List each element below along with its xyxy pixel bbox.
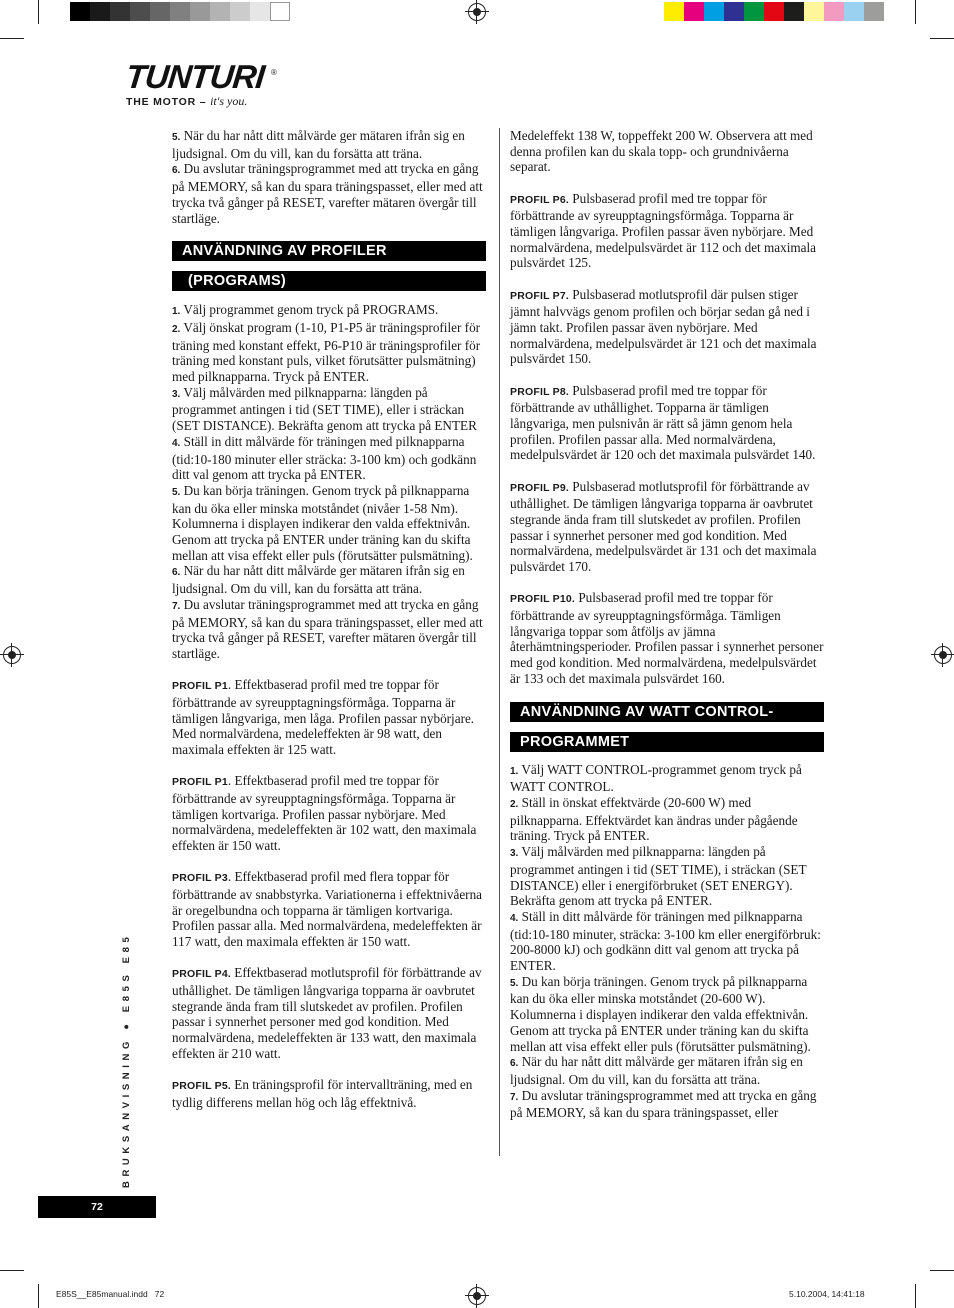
step-paragraph (510, 795, 824, 844)
grayscale-swatch (70, 2, 90, 21)
profile-paragraph (172, 677, 486, 758)
profile-paragraph (510, 479, 824, 575)
paragraph-text: Välj WATT CONTROL-programmet genom tryck på WATT CONTROL. (510, 761, 802, 795)
registration-mark-icon (934, 646, 952, 664)
profile-paragraph (172, 869, 486, 950)
grayscale-swatch (110, 2, 130, 21)
grayscale-swatch (190, 2, 210, 21)
paragraph-text: Du avslutar träningsprogrammet med att trycka en gång på MEMORY, så kan du spara träningspasset, eller (510, 1087, 817, 1121)
profile-paragraph (510, 590, 824, 686)
registration-mark-icon (468, 1287, 486, 1305)
watt-steps (510, 762, 824, 1121)
grayscale-swatch (230, 2, 250, 21)
paragraph-text: Pulsbaserad profil med tre toppar för förbättrande av syreupptagningsförmåga. Tämligen långvariga toppar som åtföljs av jämna återhämtningsperioder. Profilen passar i synnerhet personer med god kondition. Med normalvärdena, medelpulsvärdet är 133 och det maximala pulsvärdet 160. (510, 590, 824, 686)
crop-mark (915, 0, 916, 24)
step-number: 3. (510, 848, 519, 860)
step-number: 2. (172, 323, 181, 335)
profile-steps (172, 302, 486, 661)
paragraph-text: Ställ in ditt målvärde för träningen med pilknapparna (tid:10-180 minuter, sträcka: 3-100 km eller energiförbruk: 200-8000 kJ) och godkänn ditt val genom att trycka på ENTER. (510, 908, 821, 974)
step-number: 5. (172, 486, 181, 498)
section-heading-profiles (172, 241, 486, 291)
step-paragraph (510, 762, 824, 795)
step-number: 6. (172, 165, 181, 177)
paragraph-text: . Effektbaserad profil med tre toppar för förbättrande av syreupptagningsförmåga. Topparna är tämligen långvariga, men låga. Profilen passar nybörjare. Med normalvärdena, medeleffekten är 98 watt, den maximala effekten är 125 watt. (172, 677, 475, 757)
process-color-swatch (664, 2, 684, 21)
step-paragraph (510, 1054, 824, 1087)
crop-mark (930, 1270, 954, 1271)
intro-paragraph: Medeleffekt 138 W, toppeffekt 200 W. Observera att med denna profilen kan du skala topp- och grundnivåerna separat. (510, 128, 813, 175)
paragraph-text: Du kan börja träningen. Genom tryck på pilknapparna kan du öka eller minska motståndet (20-600 W). Kolumnerna i displayen indikerar den valda effektnivån. Genom att trycka på ENTER under träning kan du skifta mellan att visa effekt eller puls (förutsätter pulsmätning). (510, 973, 811, 1054)
heading-bar: PROGRAMMET (510, 732, 824, 752)
profile-label: PROFIL P9. (510, 481, 569, 494)
step-paragraph (510, 974, 824, 1055)
paragraph-text: Pulsbaserad motlutsprofil där pulsen stiger jämnt halvvägs genom profilen och börjar sedan gå ned i jämn takt. Profilen passar även nybörjare. Med normalvärdena, medelpulsvärdet är 121 och det maximala pulsvärdet 150. (510, 286, 817, 367)
profile-descriptions (510, 191, 824, 687)
paragraph-text: Välj önskat program (1-10, P1-P5 är träningsprofiler för träning med konstant effekt, P6-P10 är träningsprofiler för träning med konstant puls, vilket förutsätter pulsmätning) med pilknapparna. Tryck på ENTER. (172, 319, 481, 385)
grayscale-swatch (210, 2, 230, 21)
profile-paragraph (172, 1077, 486, 1110)
grayscale-swatch (170, 2, 190, 21)
profile-label: PROFIL P1 (172, 776, 228, 789)
paragraph-text: Pulsbaserad profil med tre toppar för förbättrande av syreupptagningsförmåga. Topparna är tämligen långvariga. Profilen passar även nybörjare. Med normalvärdena, medelpulsvärdet är 112 och det maximala pulsvärdet 125. (510, 190, 817, 271)
paragraph-text: . Effektbaserad profil med tre toppar för förbättrande av syreupptagningsförmåga. Topparna är tämligen kortvariga. Profilen passar nybörjare. Med normalvärdena, medeleffekten är 102 watt, den maximala effekten är 150 watt. (172, 773, 477, 854)
step-number: 5. (172, 132, 181, 143)
process-color-swatch (744, 2, 764, 21)
profile-paragraph (172, 773, 486, 854)
crop-mark (915, 1284, 916, 1308)
paragraph-text: Effektbaserad motlutsprofil för förbättrande av uthållighet. De tämligen långvariga topparna är oavbrutet stegrande ända fram till slutskedet av profilen. Profilen passar i synnerhet personer med god kondition. Med normalvärdena, medeleffekten är 133 watt, den maximala effekten är 210 watt. (172, 965, 482, 1061)
grayscale-swatch (250, 2, 270, 21)
step-paragraph (172, 302, 486, 320)
footer-timestamp: 5.10.2004, 14:41:18 (789, 1289, 865, 1299)
paragraph-text: Ställ in ditt målvärde för träningen med pilknapparna (tid:10-180 minuter eller sträcka: 3-100 km) och godkänn ditt val genom att trycka på ENTER. (172, 433, 477, 483)
profile-label: PROFIL P10. (510, 593, 576, 606)
step-paragraph (172, 563, 486, 596)
registration-mark-icon (3, 646, 21, 664)
process-color-swatch (764, 2, 784, 21)
paragraph-text: Ställ in önskat effektvärde (20-600 W) med pilknapparna. Effektvärdet kan ändras under pågående träning. Tryck på ENTER. (510, 795, 798, 844)
step-number: 3. (172, 388, 181, 400)
profile-descriptions (172, 677, 486, 1110)
heading-bar: ANVÄNDNING AV WATT CONTROL- (510, 702, 824, 722)
crop-mark (38, 0, 39, 24)
side-label: BRUKSANVISNING ● E85S E85 (121, 932, 132, 1188)
process-color-swatch (704, 2, 724, 21)
crop-mark (0, 1270, 24, 1271)
paragraph-text: En träningsprofil för intervallträning, med en tydlig differens mellan hög och låg effektnivå. (172, 1076, 473, 1110)
page-number: 72 (38, 1196, 156, 1218)
tagline-script: it's you. (210, 94, 248, 108)
step-paragraph (172, 128, 486, 161)
logo-wordmark: TUNTURI (124, 58, 266, 95)
step-number: 1. (510, 765, 519, 777)
crop-mark (0, 38, 24, 39)
paragraph-text: Du avslutar träningsprogrammet med att trycka en gång på MEMORY, så kan du spara träningspasset, eller med att trycka två gånger på RESET, varefter mätaren övergår till startläge. (172, 161, 483, 226)
profile-paragraph (172, 965, 486, 1061)
step-paragraph (510, 1088, 824, 1121)
left-column (172, 128, 486, 1110)
step-paragraph (172, 434, 486, 483)
step-number: 5. (510, 977, 519, 989)
process-color-swatch (824, 2, 844, 21)
step-number: 7. (172, 600, 181, 612)
grayscale-swatch (90, 2, 110, 21)
crop-mark (38, 1284, 39, 1308)
process-color-swatch (684, 2, 704, 21)
step-number: 4. (172, 437, 181, 449)
profile-label: PROFIL P7. (510, 289, 569, 302)
column-divider (499, 128, 500, 1156)
step-number: 2. (510, 799, 519, 810)
process-color-swatch (724, 2, 744, 21)
paragraph-text: Välj målvärden med pilknapparna: längden på programmet antingen i tid (SET TIME), i sträckan (SET DISTANCE) eller i energiförbruket (SET ENERGY). Bekräfta genom att trycka på ENTER. (510, 844, 807, 909)
step-paragraph (172, 385, 486, 434)
process-color-swatch (844, 2, 864, 21)
step-paragraph (172, 597, 486, 662)
crop-mark (930, 38, 954, 39)
registration-mark-icon (468, 3, 486, 21)
step-paragraph (172, 483, 486, 564)
profile-paragraph (510, 287, 824, 368)
grayscale-swatch (150, 2, 170, 21)
paragraph-text: Välj programmet genom tryck på PROGRAMS. (180, 302, 439, 318)
registered-mark: ® (271, 68, 277, 77)
step-number: 1. (172, 306, 181, 318)
paragraph-text: När du har nått ditt målvärde ger mätaren ifrån sig en ljudsignal. Om du vill, kan du forsätta att träna. (172, 128, 465, 161)
grayscale-swatch (270, 2, 290, 21)
profile-label: PROFIL P6. (510, 193, 569, 206)
step-paragraph (510, 844, 824, 909)
paragraph-text: . Effektbaserad profil med flera toppar för förbättrande av snabbstyrka. Variationerna i effektnivåerna är oregelbundna och topparna är tämligen kortvariga. Profilen passar alla. Med normalvärdena, medeleffekten är 117 watt, den maximala effekten är 150 watt. (172, 869, 483, 950)
step-paragraph (172, 320, 486, 385)
step-number: 7. (510, 1091, 519, 1103)
paragraph-text: Du avslutar träningsprogrammet med att trycka en gång på MEMORY, så kan du spara träningspasset, eller med att trycka två gånger på RESET, varefter mätaren övergår till startläge. (172, 596, 483, 661)
tagline-prefix: THE MOTOR – (126, 96, 207, 108)
process-color-swatch (784, 2, 804, 21)
right-column (510, 128, 824, 1121)
logo-tagline (126, 94, 286, 109)
step-paragraph (510, 909, 824, 974)
step-number: 4. (510, 912, 519, 924)
footer-filename: E85S__E85manual.indd 72 (56, 1289, 165, 1299)
profile-label: PROFIL P8. (510, 385, 569, 398)
brand-logo (124, 58, 286, 109)
profile-paragraph (510, 383, 824, 464)
profile-label: PROFIL P3 (172, 872, 228, 885)
profile-label: PROFIL P4. (172, 968, 231, 981)
paragraph-text: Pulsbaserad motlutsprofil för förbättrande av uthållighet. De tämligen långvariga topparna är oavbrutet stegrande ända fram till slutskedet av profilen. Profilen passar i synnerhet personer med god kondition. Med normalvärdena, medelpulsvärdet är 131 och det maximala pulsvärdet 170. (510, 478, 817, 575)
paragraph-text: Pulsbaserad profil med tre toppar för förbättrande av uthållighet. Topparna är tämligen långvariga, men pulsnivån är rätt så jämn genom hela profilen. Profilen passar alla. Med normalvärdena, medelpulsvärdet är 120 och det maximala pulsvärdet 140. (510, 382, 816, 463)
intro-steps (172, 128, 486, 226)
step-number: 6. (172, 567, 181, 579)
profile-paragraph (510, 191, 824, 272)
heading-bar: ANVÄNDNING AV PROFILER (172, 241, 486, 261)
profile-label: PROFIL P5. (172, 1079, 231, 1092)
heading-bar: (PROGRAMS) (172, 271, 486, 291)
profile-label: PROFIL P1 (172, 680, 228, 693)
step-paragraph (172, 161, 486, 226)
grayscale-swatch (130, 2, 150, 21)
process-color-swatch (804, 2, 824, 21)
paragraph-text: När du har nått ditt målvärde ger mätaren ifrån sig en ljudsignal. Om du vill, kan du forsätta att träna. (510, 1054, 803, 1087)
step-number: 6. (510, 1058, 519, 1070)
paragraph-text: Välj målvärden med pilknapparna: längden på programmet antingen i tid (SET TIME), eller i sträckan (SET DISTANCE). Bekräfta genom att trycka på ENTER (172, 384, 477, 434)
section-heading-watt (510, 702, 824, 752)
process-color-swatch (864, 2, 884, 21)
paragraph-text: När du har nått ditt målvärde ger mätaren ifrån sig en ljudsignal. Om du vill, kan du forsätta att träna. (172, 563, 465, 597)
paragraph-text: Du kan börja träningen. Genom tryck på pilknapparna kan du öka eller minska motståndet (nivåer 1-58 Nm). Kolumnerna i displayen indikerar den valda effektnivån. Genom att trycka på ENTER under träning kan du skifta mellan att visa effekt eller puls (förutsätter pulsmätning). (172, 482, 473, 563)
